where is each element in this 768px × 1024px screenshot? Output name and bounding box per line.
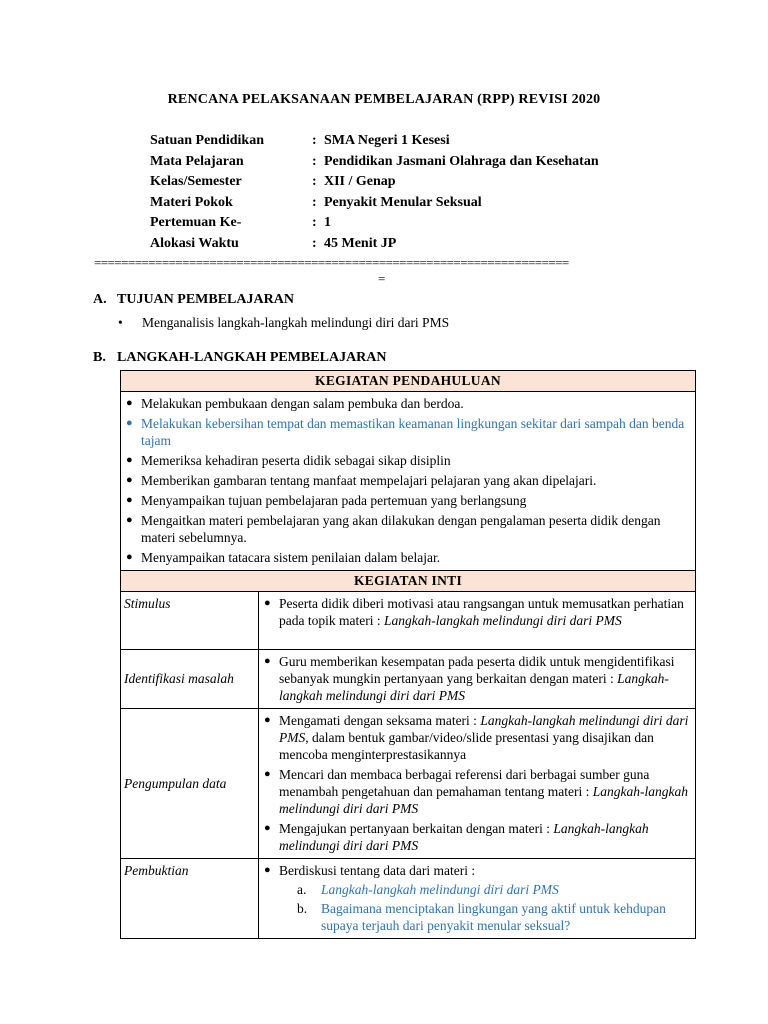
section-letter: A. (93, 292, 107, 307)
bullet-icon: ● (126, 474, 133, 486)
inti-header: KEGIATAN INTI (121, 571, 696, 592)
meta-value: Penyakit Menular Seksual (324, 194, 482, 210)
objective-text: Menganalisis langkah-langkah melindungi diri dari PMS (142, 315, 450, 330)
meta-row-pertemuan (150, 213, 599, 234)
pendahuluan-list (121, 392, 695, 570)
bullet-icon: ● (264, 822, 271, 834)
meta-colon: : (312, 235, 317, 251)
bullet-icon: ● (126, 454, 133, 466)
list-item: ● Guru memberikan kesempatan pada peserta didik untuk mengidentifikasi sebanyak mungkin pertanyaan yang berkaitan dengan materi : Langkah-langkah melindungi diri dari PMS (264, 654, 675, 703)
list-item: ● Mengajukan pertanyaan berkaitan dengan materi : Langkah-langkah melindungi diri dari PMS (264, 821, 649, 853)
meta-row-alokasi (150, 234, 599, 255)
sub-item: b. Bagaimana menciptakan lingkungan yang aktif untuk kehdupan supaya terjauh dari penyakit menular seksual? (297, 901, 666, 933)
meta-label: Materi Pokok (150, 194, 233, 210)
pendahuluan-header: KEGIATAN PENDAHULUAN (121, 371, 696, 392)
list-item: ● Berdiskusi tentang data dari materi : a. Langkah-langkah melindungi diri dari PMS b. Bagaimana menciptakan lingkungan yang aktif untuk kehdupan supaya terjauh dari penyakit menular seksual? (262, 862, 691, 934)
meta-colon: : (312, 174, 317, 189)
list-item: ● Memberikan gambaran tentang manfaat mempelajari pelajaran yang akan dipelajari. (126, 473, 597, 488)
meta-label: Alokasi Waktu (150, 235, 239, 251)
meta-colon: : (312, 215, 317, 230)
bullet-icon: • (118, 315, 123, 330)
meta-label: Kelas/Semester (150, 174, 242, 189)
list-item: ● Mencari dan membaca berbagai referensi dari berbagai sumber guna menambah pengetahuan dan pemahaman tentang materi : Langkah-langkah melindungi diri dari PMS (264, 767, 688, 816)
sub-item: a. Langkah-langkah melindungi diri dari PMS (297, 882, 559, 897)
list-item: ● Melakukan pembukaan dengan salam pembuka dan berdoa. (126, 396, 464, 411)
identifikasi-label: Identifikasi masalah (121, 650, 259, 709)
meta-label: Mata Pelajaran (150, 153, 244, 169)
separator-line: ====================================================================== (94, 255, 569, 270)
list-item: ● Peserta didik diberi motivasi atau rangsangan untuk memusatkan perhatian pada topik materi : Langkah-langkah melindungi diri dari PMS (264, 596, 684, 628)
bullet-icon: ● (126, 417, 133, 429)
list-item: ● Menyampaikan tujuan pembelajaran pada pertemuan yang berlangsung (126, 493, 527, 508)
pembuktian-sublist (279, 881, 691, 934)
page-title: RENCANA PELAKSANAAN PEMBELAJARAN (RPP) REVISI 2020 (167, 92, 601, 107)
bullet-icon: ● (126, 494, 133, 506)
identity-block (150, 131, 599, 254)
stimulus-cell (259, 592, 696, 650)
learning-steps-table (120, 370, 696, 939)
bullet-icon: ● (126, 397, 133, 409)
pengumpulan-label: Pengumpulan data (121, 709, 259, 859)
meta-label: Satuan Pendidikan (150, 133, 264, 148)
bullet-icon: ● (264, 714, 271, 726)
objective-item (118, 315, 449, 331)
bullet-icon: ● (264, 864, 271, 876)
stimulus-label: Stimulus (121, 592, 259, 650)
section-a-heading (93, 292, 294, 308)
meta-value: Pendidikan Jasmani Olahraga dan Kesehatan (324, 153, 599, 169)
bullet-icon: ● (126, 514, 133, 526)
section-letter: B. (93, 350, 106, 365)
section-b-heading (93, 350, 387, 366)
meta-value: 1 (324, 215, 331, 230)
meta-label: Pertemuan Ke- (150, 215, 242, 230)
bullet-icon: ● (126, 551, 133, 563)
list-item: ● Memeriksa kehadiran peserta didik sebagai sikap disiplin (126, 453, 451, 468)
list-item: ● Mengaitkan materi pembelajaran yang akan dilakukan dengan pengalaman peserta didik dengan materi sebelumnya. (126, 513, 661, 545)
meta-value: SMA Negeri 1 Kesesi (324, 133, 450, 148)
identifikasi-cell (259, 650, 696, 709)
bullet-icon: ● (264, 597, 271, 609)
meta-colon: : (312, 153, 317, 169)
list-item: ● Mengamati dengan seksama materi : Langkah-langkah melindungi diri dari PMS, dalam bentuk gambar/video/slide presentasi yang disajikan dan mencoba menginterprestasikannya (264, 713, 689, 762)
meta-row-satuan (150, 131, 599, 152)
pembuktian-label: Pembuktian (121, 859, 259, 939)
bullet-icon: ● (264, 655, 271, 667)
list-item: ● Melakukan kebersihan tempat dan memastikan keamanan lingkungan sekitar dari sampah dan benda tajam (126, 416, 685, 448)
section-title: LANGKAH-LANGKAH PEMBELAJARAN (117, 350, 387, 365)
section-title: TUJUAN PEMBELAJARAN (117, 292, 294, 307)
meta-colon: : (312, 133, 317, 148)
pembuktian-cell (259, 859, 696, 939)
meta-value: 45 Menit JP (324, 235, 397, 251)
meta-row-mapel (150, 152, 599, 173)
pengumpulan-cell (259, 709, 696, 859)
meta-row-kelas (150, 172, 599, 193)
meta-colon: : (312, 194, 317, 210)
list-item: ● Menyampaikan tatacara sistem penilaian dalam belajar. (126, 550, 441, 565)
meta-value: XII / Genap (324, 174, 396, 189)
bullet-icon: ● (264, 768, 271, 780)
separator-tail: = (378, 271, 386, 286)
meta-row-materi (150, 193, 599, 214)
pendahuluan-cell (121, 392, 696, 571)
